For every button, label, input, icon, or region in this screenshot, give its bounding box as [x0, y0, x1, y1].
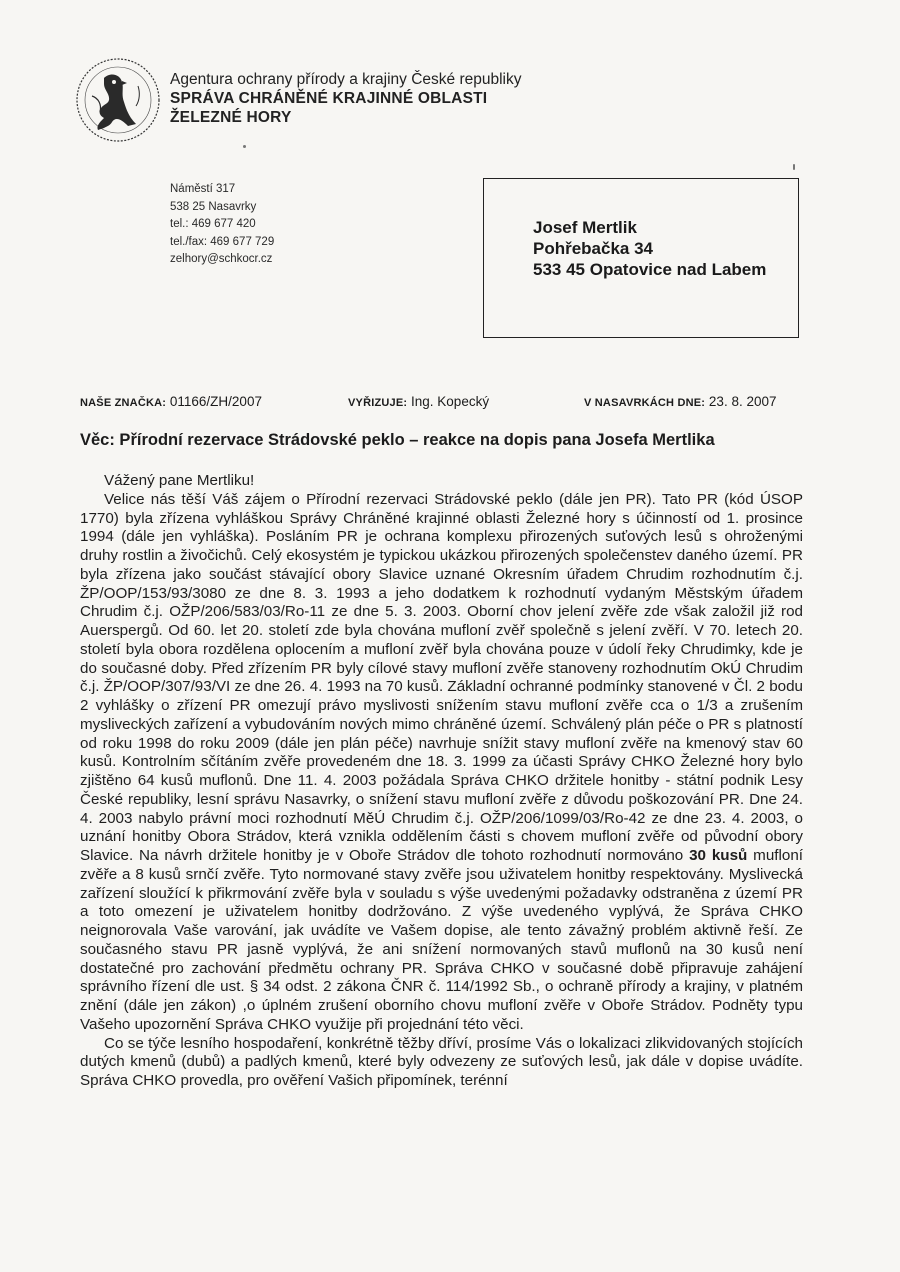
sender-contact [170, 181, 274, 269]
handled-by-value: Ing. Kopecký [411, 394, 490, 409]
scan-speck [243, 145, 246, 148]
body-paragraph-1-part-1: Velice nás těší Váš zájem o Přírodní rezervaci Strádovské peklo (dále jen PR). Tato PR (kód ÚSOP 1770) byla zřízena vyhláškou Správy Chráněné krajinné oblasti Železné hory s účinností od 1. prosince 1994 (dále jen vyhláška). Posláním PR je ochrana komplexu přirozených suťových lesů s ohroženými druhy rostlin a živočichů. Celý ekosystém je typickou ukázkou přirozených společenstev daného území. PR byla zřízena jako součást stávající obory Slavice uznané Okresním úřadem Chrudim rozhodnutím č.j. ŽP/OOP/153/93/3080 ze dne 8. 3. 1993 a jeho dodatkem k rozhodnutí vydaným Městským úřadem Chrudim č.j. OŽP/206/583/03/Ro-11 ze dne 5. 3. 2003. Oborní chov jelení zvěře zde však založil již rod Auerspergů. Od 60. let 20. století zde byla chována mufloní zvěř společně s jelení zvěří. V 70. letech 20. století byla obora rozdělena oplocením a mufloní zvěř byla chována pouze v údolí řeky Chrudimky, kde je do současné doby. Před zřízením PR byly cílové stavy mufloní zvěře stanoveny rozhodnutím OkÚ Chrudim č.j. ŽP/OOP/307/93/VI ze dne 26. 4. 1993 na 70 kusů. Základní ochranné podmínky stanovené v Čl. 2 bodu 2 vyhlášky o zřízení PR omezují právo myslivosti snížením stavu mufloní zvěře cca o 1/3 a zrušením mysliveckých zařízení a vybudováním nových mimo chráněné území. Schválený plán péče o PR s platností od roku 1998 do roku 2009 (dále jen plán péče) navrhuje snížit stavy mufloní zvěře na kmenový stav 60 kusů. Kontrolním sčítáním zvěře provedeném dne 18. 3. 1999 za účasti Správy CHKO Železné hory bylo zjištěno 64 kusů muflonů. Dne 11. 4. 2003 požádala Správa CHKO držitele honitby - státní podnik Lesy České republiky, lesní správu Nasavrky, o snížení stavu mufloní zvěře z důvodu poškozování PR. Dne 24. 4. 2003 nabylo právní moci rozhodnutí MěÚ Chrudim č.j. OŽP/206/1099/03/Ro-42 ze dne 23. 4. 2003, o uznání honitby Obora Strádov, která vznikla oddělením části s chovem mufloní zvěře od původní obory Slavice. Na návrh držitele honitby je v Oboře Strádov dle tohoto rozhodnutí normováno [80, 490, 803, 864]
agency-name: Agentura ochrany přírody a krajiny České republiky [170, 71, 522, 88]
normed-count-emphasis: 30 kusů [689, 847, 748, 864]
salutation: Vážený pane Mertliku! [104, 472, 255, 489]
office-name-line1: SPRÁVA CHRÁNĚNÉ KRAJINNÉ OBLASTI [170, 90, 488, 107]
sender-street: Náměstí 317 [170, 183, 236, 195]
sender-email: zelhory@schkocr.cz [170, 253, 273, 265]
sender-city: 538 25 Nasavrky [170, 200, 257, 213]
body-paragraph-2: Co se týče lesního hospodaření, konkrétně těžby dříví, prosíme Vás o lokalizaci zlikvidovaných stojících dutých kmenů (dubů) a padlých kmenů, které byly odvezeny ze suťových lesů, jak dále v dopise uvádíte. Správa CHKO provedla, pro ověření Vašich připomínek, terénní [80, 1034, 803, 1089]
our-reference [80, 394, 262, 409]
letter-subject: Věc: Přírodní rezervace Strádovské peklo – reakce na dopis pana Josefa Mertlika [80, 431, 715, 449]
recipient-street: Pohřebačka 34 [533, 239, 654, 258]
our-reference-label: NAŠE ZNAČKA: [80, 397, 167, 409]
scan-speck [793, 164, 795, 170]
body-paragraph-1 [80, 491, 803, 1035]
handled-by-label: VYŘIZUJE: [348, 397, 408, 409]
handled-by [348, 394, 489, 409]
office-name-line2: ŽELEZNÉ HORY [170, 109, 292, 126]
recipient-address-box [483, 178, 799, 338]
recipient-city: 533 45 Opatovice nad Labem [533, 260, 767, 279]
sender-tel: tel.: 469 677 420 [170, 218, 256, 230]
letter-date-label: V NASAVRKÁCH DNE: [584, 397, 706, 409]
body-paragraph-1-part-2: mufloní zvěře a 8 kusů srnčí zvěře. Tyto normované stavy zvěře jsou uživatelem honitby respektovány. Myslivecká zařízení sloužící k přikrmování zvěře byla v souladu s výše uvedenými požadavky odstraněna z území PR a toto omezení je uživatelem honitby dodržováno. Z výše uvedeného vyplývá, že Správa CHKO neignorovala Vaše varování, jak uvádíte ve Vašem dopise, ale tento závažný problém aktivně řeší. Ze současného stavu PR jasně vyplývá, že ani snížení normovaných stavů muflonů na 30 kusů není dostatečné pro zachování předmětu ochrany PR. Správa CHKO v současné době připravuje zahájení správního řízení dle ust. § 34 odst. 2 zákona ČNR č. 114/1992 Sb., o ochraně přírody a krajiny, v platném znění (dále jen zákon) ,o úplném zrušení oborního chovu mufloní zvěře v Oboře Strádov. Podněty typu Vašeho upozornění Správa CHKO využije při projednání této věci. [80, 847, 803, 1033]
letter-date [584, 394, 776, 409]
letter-body [80, 472, 803, 1091]
chko-zelezne-hory-logo-icon [74, 56, 162, 144]
sender-fax: tel./fax: 469 677 729 [170, 235, 275, 248]
letter-date-value: 23. 8. 2007 [708, 394, 777, 409]
our-reference-value: 01166/ZH/2007 [169, 394, 262, 409]
recipient-name: Josef Mertlik [533, 218, 637, 237]
letterhead [170, 70, 522, 127]
